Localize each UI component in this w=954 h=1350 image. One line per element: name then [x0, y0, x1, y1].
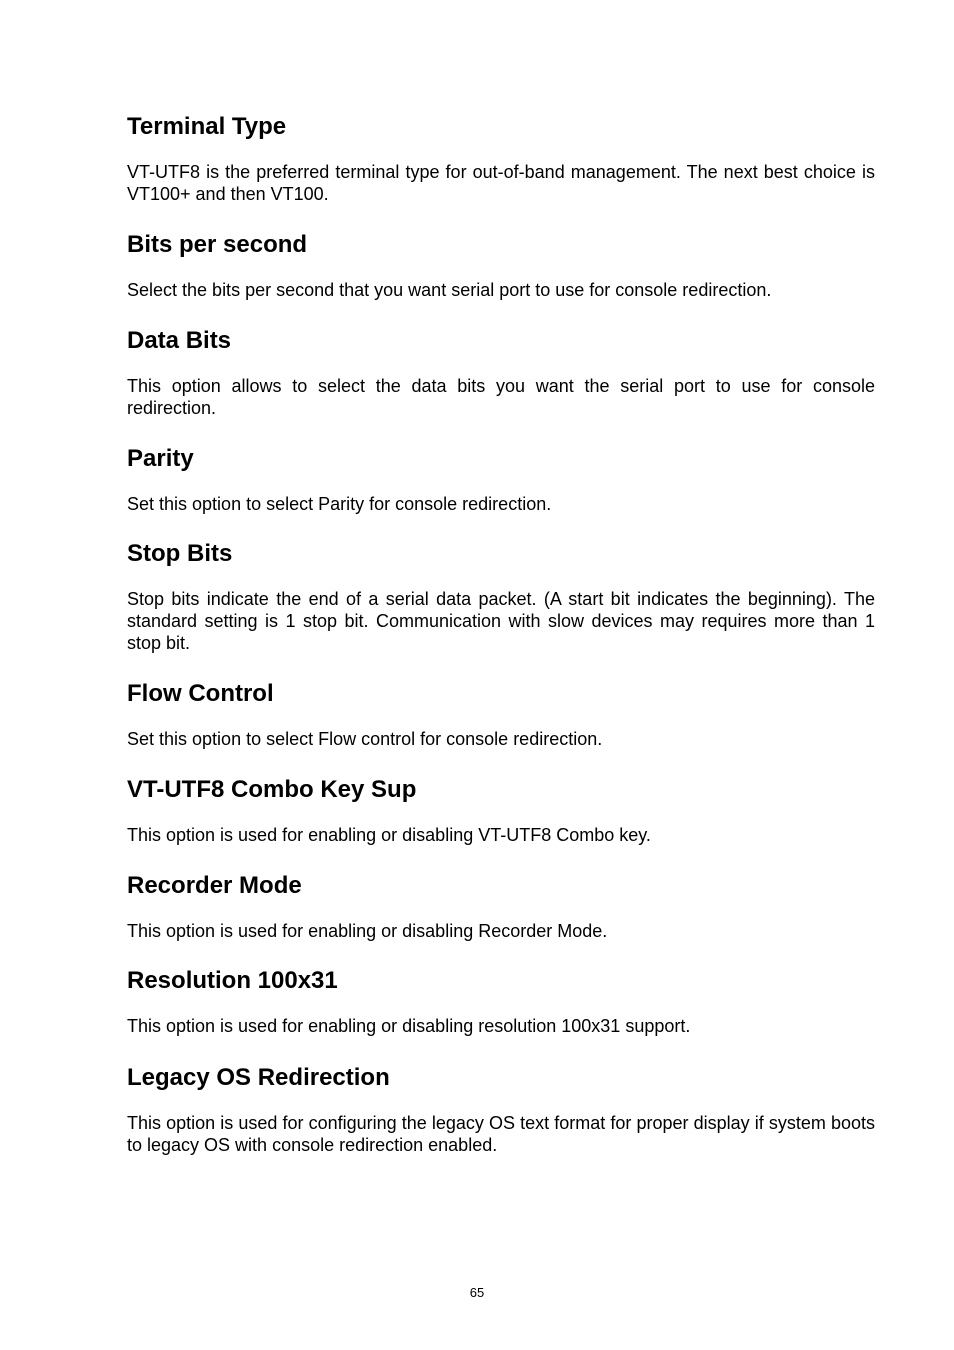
section-heading: Parity [127, 445, 194, 472]
section-paragraph: Select the bits per second that you want serial port to use for console redirection. [127, 280, 772, 300]
section-paragraph: This option is used for configuring the legacy OS text format for proper display if system boots to legacy OS with console redirection enabled. [127, 1113, 875, 1155]
section-data-bits [127, 327, 875, 419]
page-number: 65 [469, 1285, 485, 1300]
section-heading: Stop Bits [127, 540, 233, 567]
section-vt-utf8-combo-key [127, 776, 875, 846]
section-legacy-os-redirection [127, 1064, 875, 1156]
section-flow-control [127, 680, 875, 750]
section-heading: Recorder Mode [127, 872, 302, 899]
section-heading: Bits per second [127, 231, 308, 258]
section-heading: Resolution 100x31 [127, 967, 338, 994]
section-heading: Flow Control [127, 680, 274, 707]
section-heading: VT-UTF8 Combo Key Sup [127, 776, 417, 803]
section-paragraph: This option is used for enabling or disabling resolution 100x31 support. [127, 1016, 691, 1036]
section-paragraph: Set this option to select Parity for console redirection. [127, 494, 552, 514]
section-heading: Legacy OS Redirection [127, 1064, 390, 1091]
section-paragraph: This option is used for enabling or disabling Recorder Mode. [127, 921, 608, 941]
section-paragraph: Set this option to select Flow control for console redirection. [127, 729, 603, 749]
section-bits-per-second [127, 231, 875, 301]
section-resolution-100x31 [127, 967, 875, 1037]
section-heading: Terminal Type [127, 113, 287, 140]
section-paragraph: This option allows to select the data bits you want the serial port to use for console redirection. [127, 376, 875, 418]
section-paragraph: Stop bits indicate the end of a serial data packet. (A start bit indicates the beginning). The standard setting is 1 stop bit. Communication with slow devices may requires more than 1 stop bit. [127, 589, 875, 653]
section-recorder-mode [127, 872, 875, 942]
section-paragraph: VT-UTF8 is the preferred terminal type for out-of-band management. The next best choice is VT100+ and then VT100. [127, 162, 875, 204]
section-parity [127, 445, 875, 515]
section-terminal-type [127, 113, 875, 205]
section-stop-bits [127, 540, 875, 654]
section-paragraph: This option is used for enabling or disabling VT-UTF8 Combo key. [127, 825, 651, 845]
section-heading: Data Bits [127, 327, 232, 354]
